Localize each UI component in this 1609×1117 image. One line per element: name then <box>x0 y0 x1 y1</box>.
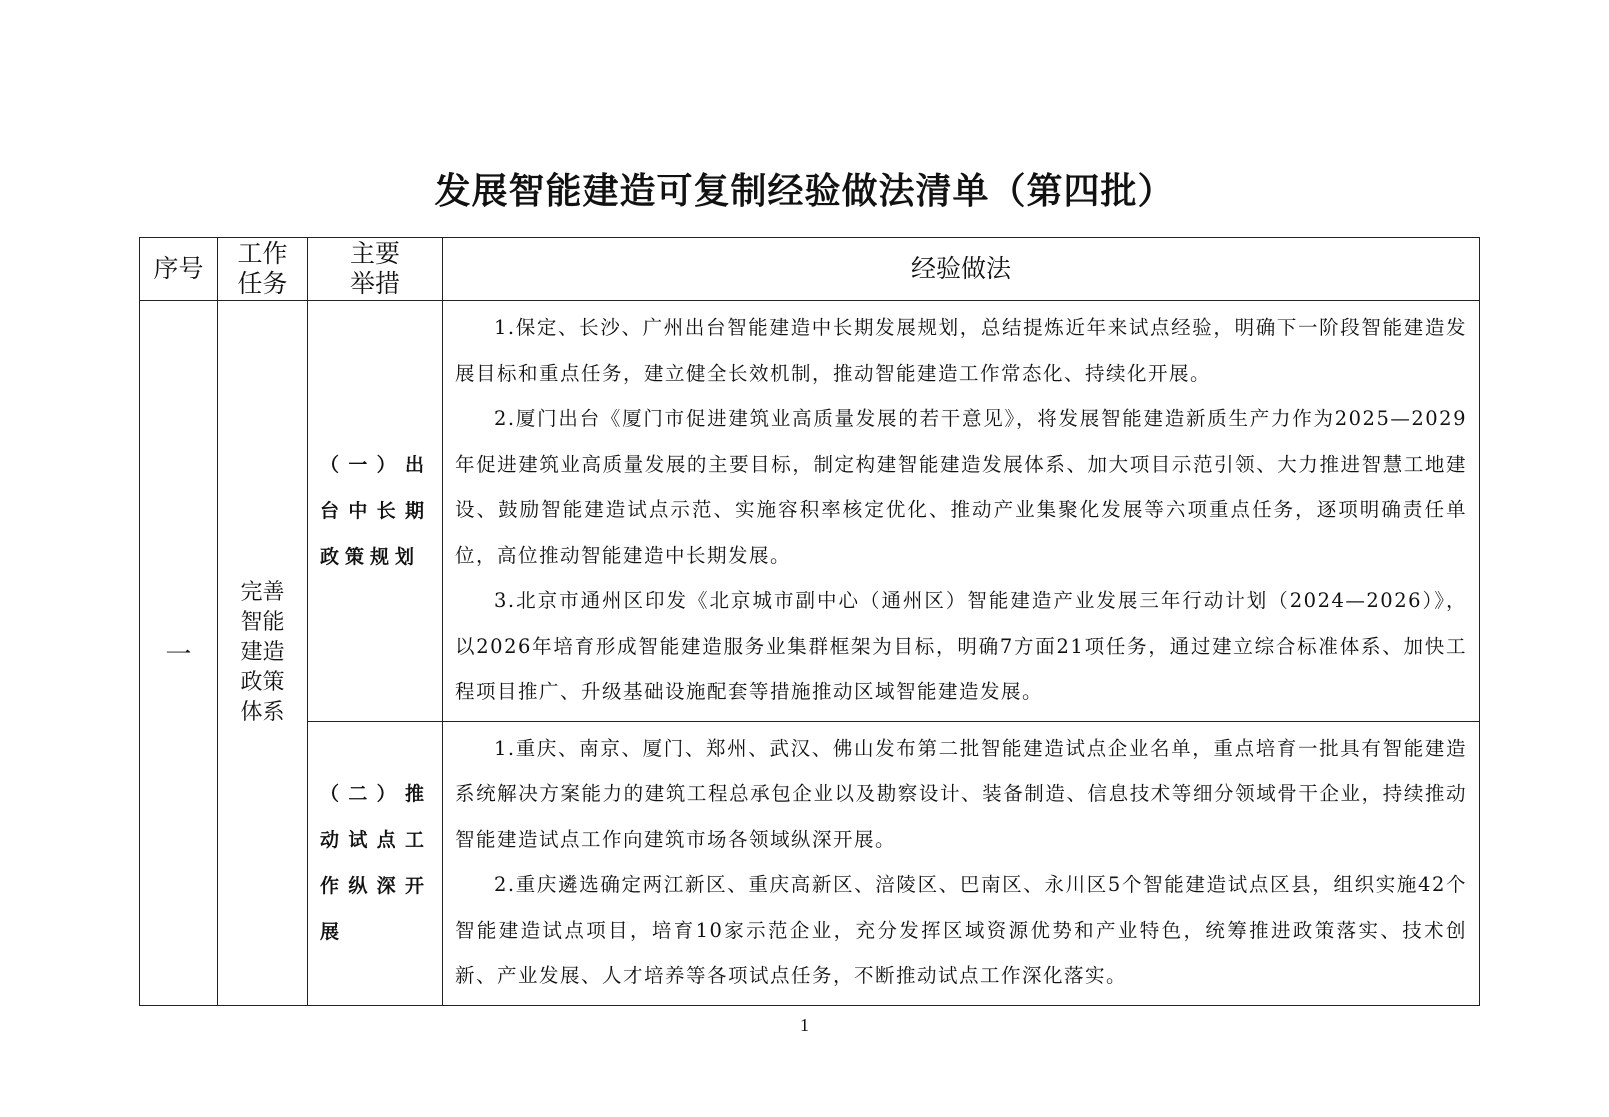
document-title: 发展智能建造可复制经验做法清单（第四批） <box>434 170 1175 212</box>
header-task: 工作任务 <box>218 238 308 301</box>
experience-cell <box>443 301 1480 722</box>
experience-cell <box>443 721 1480 1005</box>
experience-item: 3.北京市通州区印发《北京城市副中心（通州区）智能建造产业发展三年行动计划（2024—2026）》，以2026年培育形成智能建造服务业集群框架为目标，明确7方面21项任务，通过建立综合标准体系、加快工程项目推广、升级基础设施配套等措施推动区域智能建造发展。 <box>455 589 1467 703</box>
experience-item: 1.重庆、南京、厦门、郑州、武汉、佛山发布第二批智能建造试点企业名单，重点培育一批具有智能建造系统解决方案能力的建筑工程总承包企业以及勘察设计、装备制造、信息技术等细分领域骨干企业，持续推动智能建造试点工作向建筑市场各领域纵深开展。 <box>455 736 1467 851</box>
measure-cell: （二）推动试点工作纵深开展 <box>308 721 443 1005</box>
table-header-row <box>140 238 1480 301</box>
experience-item: 1.保定、长沙、广州出台智能建造中长期发展规划，总结提炼近年来试点经验，明确下一阶段智能建造发展目标和重点任务，建立健全长效机制，推动智能建造工作常态化、持续化开展。 <box>455 316 1467 385</box>
header-seq: 序号 <box>140 238 218 301</box>
experience-item: 2.厦门出台《厦门市促进建筑业高质量发展的若干意见》，将发展智能建造新质生产力作为2025—2029年促进建筑业高质量发展的主要目标，制定构建智能建造发展体系、加大项目示范引领、大力推进智慧工地建设、鼓励智能建造试点示范、实施容积率核定优化、推动产业集聚化发展等六项重点任务，逐项明确责任单位，高位推动智能建造中长期发展。 <box>455 407 1467 567</box>
experience-item: 2.重庆遴选确定两江新区、重庆高新区、涪陵区、巴南区、永川区5个智能建造试点区县，组织实施42个智能建造试点项目，培育10家示范企业，充分发挥区域资源优势和产业特色，统筹推进政策落实、技术创新、产业发展、人才培养等各项试点任务，不断推动试点工作深化落实。 <box>455 873 1467 987</box>
table-row <box>140 301 1480 722</box>
page-number: 1 <box>800 1015 809 1035</box>
table-row <box>140 721 1480 1005</box>
header-experience: 经验做法 <box>443 238 1480 301</box>
measure-cell: （一）出台中长期政策规划 <box>308 301 443 722</box>
task-cell: 完善智能建造政策体系 <box>218 301 308 1006</box>
experience-table <box>139 237 1480 1006</box>
header-measure: 主要举措 <box>308 238 443 301</box>
seq-cell: 一 <box>140 301 218 1006</box>
